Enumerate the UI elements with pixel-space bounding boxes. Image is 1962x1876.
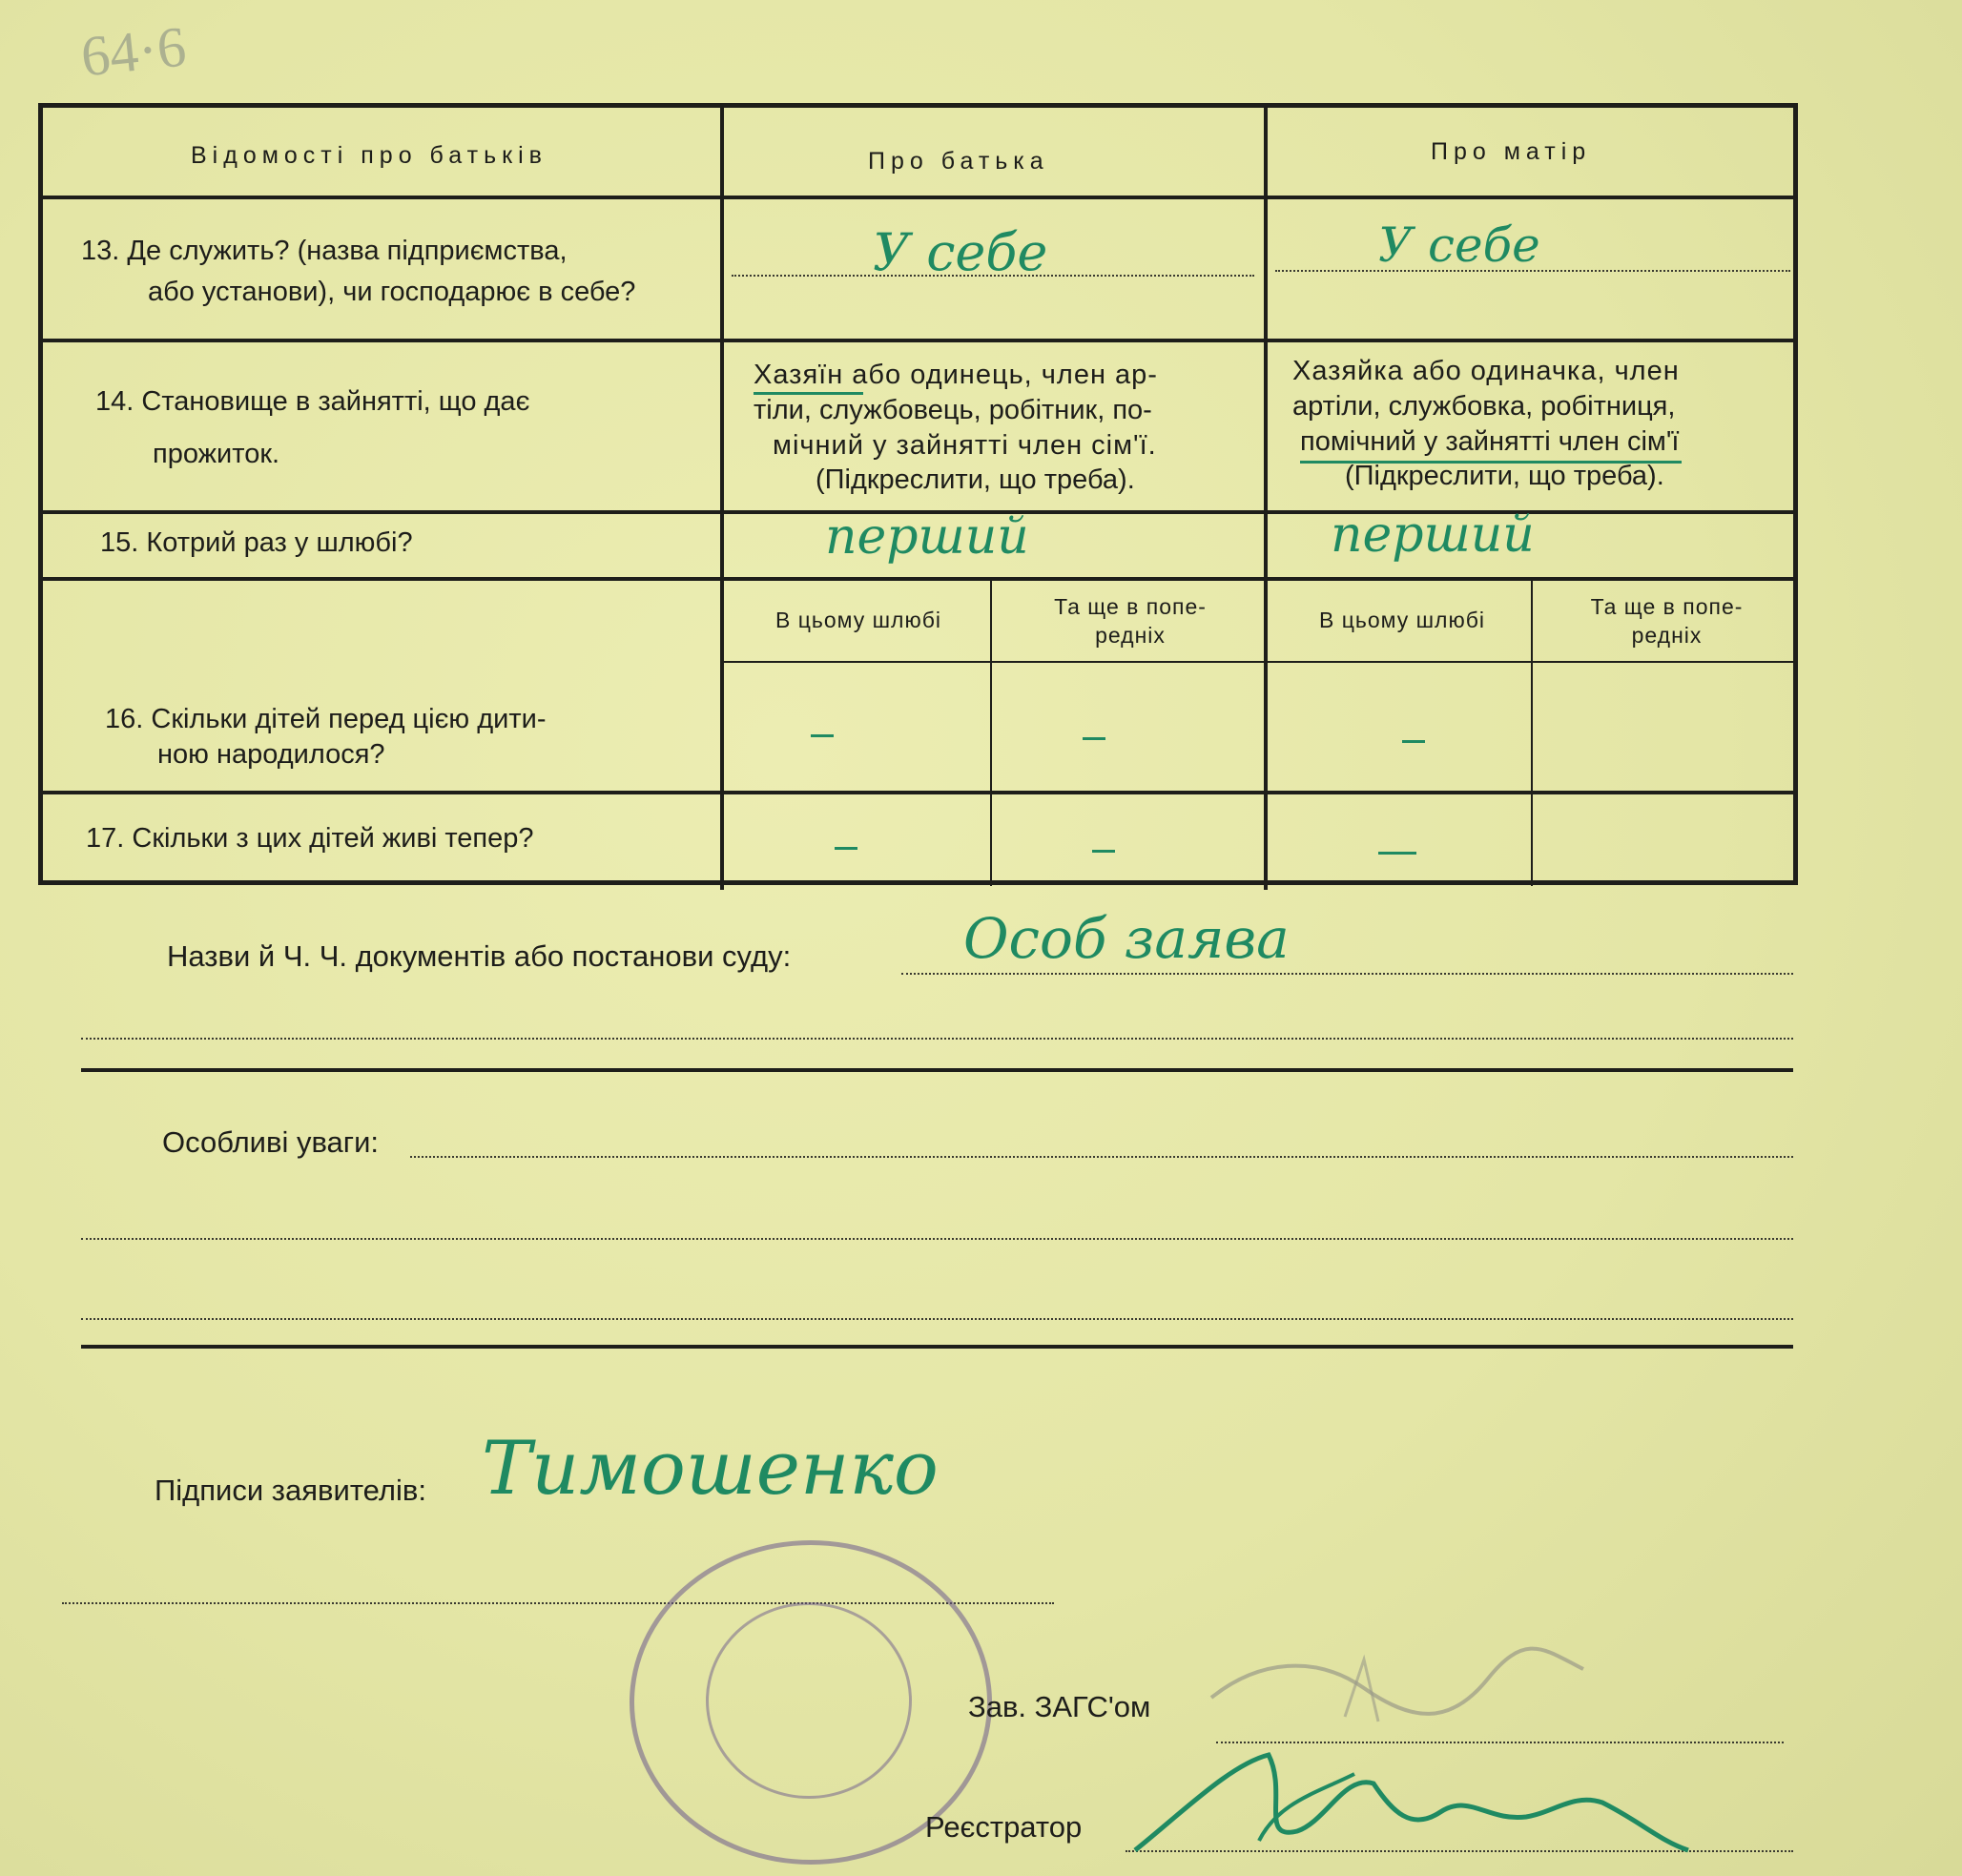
documents-handwriting: Особ заява [963, 906, 1290, 971]
row14-father-option-2: тіли, службовець, робітник, по- [754, 395, 1152, 425]
row14-father-underline [754, 392, 863, 395]
registrar-label: Реєстратор [925, 1810, 1083, 1844]
row17-label: 17. Скільки з цих дітей живі тепер? [86, 823, 534, 854]
applicants-signature-label: Підписи заявителів: [155, 1474, 426, 1507]
row17-mark-3 [1378, 852, 1416, 855]
header-mother: Про матір [1431, 138, 1592, 165]
row14-mother-option-2: артіли, службовка, робітниця, [1292, 391, 1676, 422]
row13-mother-handwriting: У себе [1378, 217, 1540, 273]
row14-mother-underline [1300, 461, 1682, 464]
row15-label: 15. Котрий раз у шлюбі? [100, 527, 413, 558]
applicants-signature: Тимошенко [482, 1426, 939, 1512]
row16-sub-previous-father-l1: Та ще в попе- [1054, 594, 1207, 619]
header-parents-info: Відомості про батьків [191, 142, 547, 169]
row13-label-line1: 13. Де служить? (назва підприємства, [81, 236, 568, 266]
pencil-page-number: 64·6 [77, 14, 190, 89]
row16-sub-this-marriage-father: В цьому шлюбі [774, 608, 942, 632]
row16-sub-previous-mother-l1: Та ще в попе- [1590, 594, 1744, 619]
row16-sub-this-marriage-mother: В цьому шлюбі [1318, 608, 1486, 632]
row14-label-line1: 14. Становище в зайнятті, що дає [95, 386, 530, 417]
row16-mark-3 [1402, 740, 1425, 743]
row17-mark-2 [1092, 850, 1115, 853]
row16-mark-1 [811, 734, 834, 737]
head-zags-label: Зав. ЗАГС'ом [968, 1690, 1151, 1723]
row14-mother-option-1: Хазяйка або одиначка, член [1292, 356, 1680, 386]
row14-mother-note: (Підкреслити, що треба). [1345, 461, 1664, 491]
remarks-label: Особливі уваги: [162, 1125, 380, 1159]
row16-sub-previous-father-l2: редніх [1095, 623, 1166, 648]
row16-label-line1: 16. Скільки дітей перед цією дити- [105, 704, 547, 734]
official-stamp-inner-ring [706, 1602, 912, 1799]
row13-father-handwriting: У себе [873, 222, 1048, 282]
row13-label-line2: або установи), чи господарює в себе? [148, 277, 636, 307]
registrar-signature [1126, 1736, 1698, 1869]
section-divider-2 [81, 1345, 1793, 1349]
row16-sub-previous-mother-l2: редніх [1631, 623, 1703, 648]
row14-mother-option-3: помічний у зайнятті член сім'ї [1300, 426, 1680, 457]
row14-label-line2: прожиток. [153, 439, 280, 469]
head-signature-pencil [1202, 1640, 1602, 1745]
row14-father-option-1: Хазяїн або одинець, член ар- [754, 360, 1158, 390]
row15-father-handwriting: перший [825, 508, 1029, 566]
row14-father-option-3: мічний у зайнятті член сім'ї. [773, 430, 1157, 461]
row14-father-note: (Підкреслити, що треба). [816, 464, 1135, 495]
header-father: Про батька [868, 148, 1049, 175]
row16-mark-2 [1083, 737, 1105, 740]
documents-label: Назви й Ч. Ч. документів або постанови суду: [167, 939, 792, 973]
section-divider-1 [81, 1068, 1793, 1072]
row16-label-line2: ною народилося? [157, 739, 385, 770]
row15-mother-handwriting: перший [1331, 506, 1535, 564]
parents-info-table [38, 103, 1798, 885]
row17-mark-1 [835, 847, 857, 850]
